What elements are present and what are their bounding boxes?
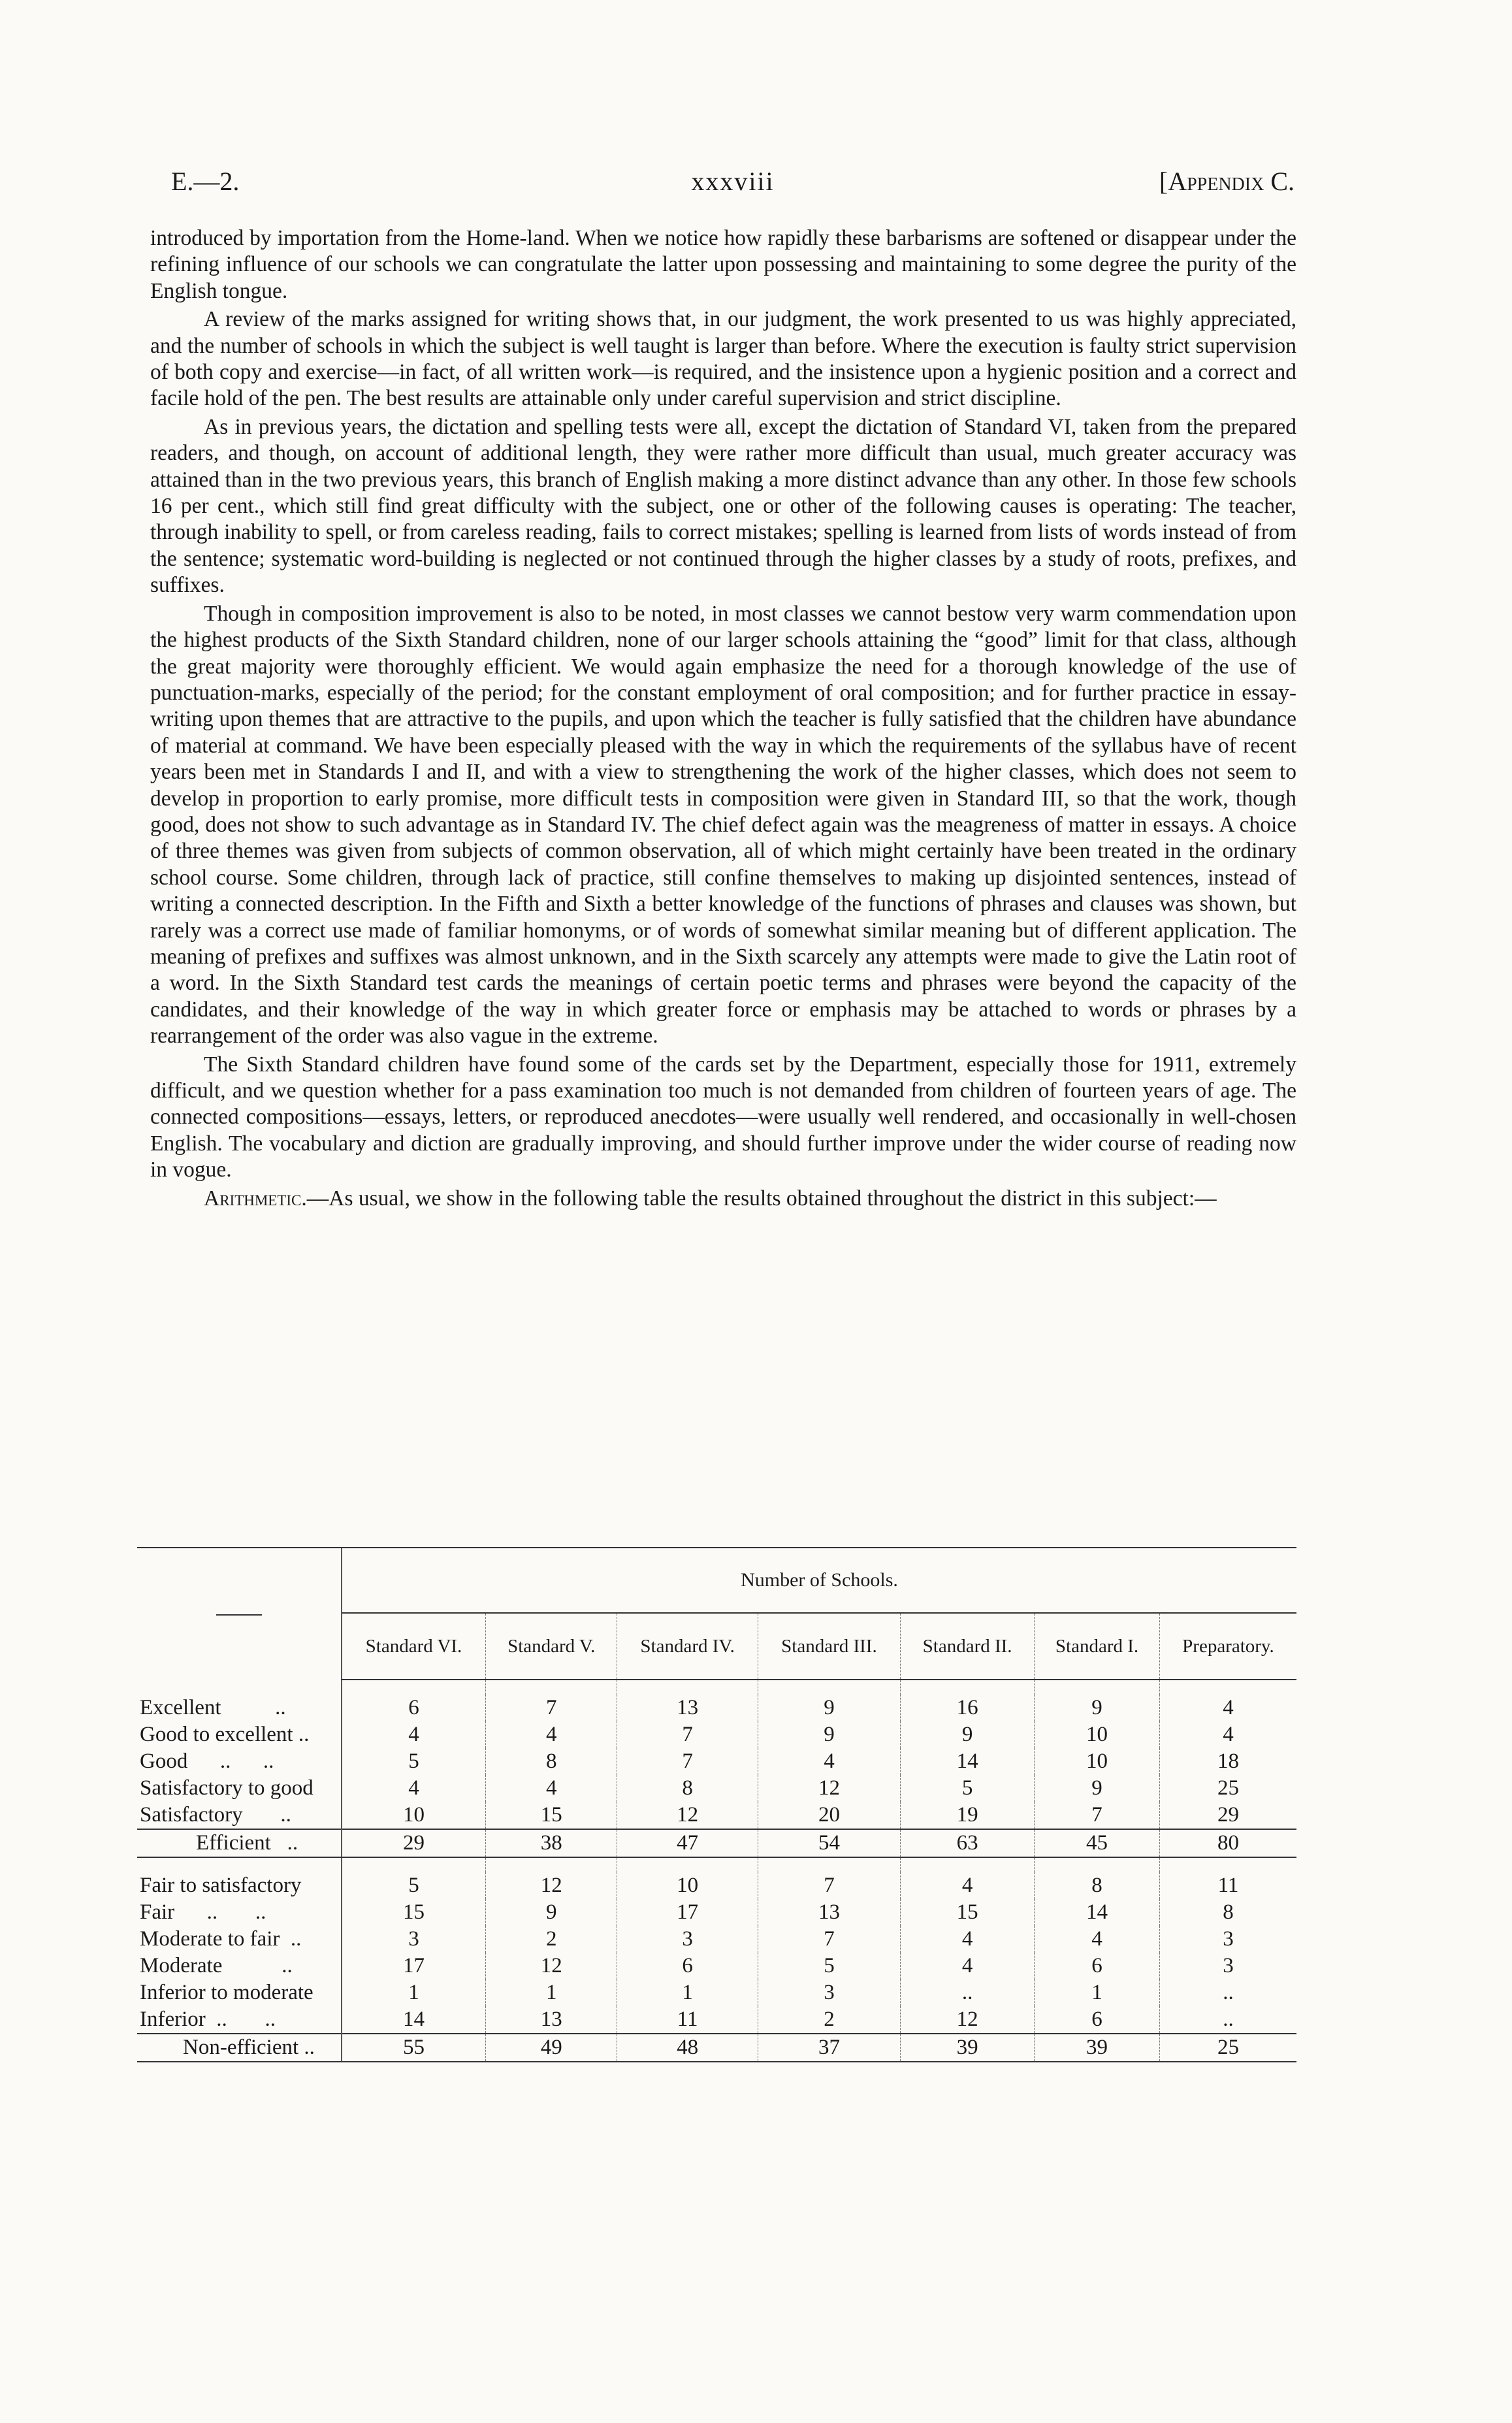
table-cell: 4 xyxy=(485,1775,617,1802)
table-cell: 14 xyxy=(1035,1899,1160,1926)
row-label: Efficient .. xyxy=(137,1829,342,1857)
table-cell: 17 xyxy=(342,1953,485,1979)
spacer-row xyxy=(137,1857,1296,1872)
spacer-cell xyxy=(342,1680,485,1695)
row-label: Excellent .. xyxy=(140,1696,286,1719)
header-page-number: xxxviii xyxy=(691,167,775,196)
table-cell: 16 xyxy=(901,1695,1035,1721)
group-header: Number of Schools. xyxy=(342,1548,1296,1613)
table-cell: 1 xyxy=(1035,1979,1160,2006)
table-row xyxy=(137,1979,1296,2006)
header-reference: E.—2. xyxy=(171,167,240,196)
table-row xyxy=(137,1899,1296,1926)
paragraph-arithmetic xyxy=(150,1186,1296,1212)
row-label: Satisfactory to good xyxy=(140,1776,314,1800)
table-cell: 63 xyxy=(901,1829,1035,1857)
table-cell: 13 xyxy=(758,1899,900,1926)
table-cell: 2 xyxy=(758,2006,900,2034)
column-header-1: Standard V. xyxy=(485,1613,617,1680)
row-label: Inferior .. .. xyxy=(140,2008,276,2031)
arithmetic-heading: Arithmetic. xyxy=(204,1186,307,1211)
table-cell: 47 xyxy=(617,1829,758,1857)
table-cell: 10 xyxy=(342,1802,485,1829)
table-cell: 54 xyxy=(758,1829,900,1857)
table-cell: 6 xyxy=(1035,1953,1160,1979)
table-cell: 4 xyxy=(1159,1721,1296,1748)
table-cell: 5 xyxy=(758,1953,900,1979)
table-cell: 55 xyxy=(342,2034,485,2062)
spacer-cell xyxy=(1159,1857,1296,1872)
table-row xyxy=(137,1872,1296,1899)
table-cell: 18 xyxy=(1159,1748,1296,1775)
table-cell: 9 xyxy=(1035,1695,1160,1721)
table-cell: 13 xyxy=(485,2006,617,2034)
table-cell: 9 xyxy=(758,1721,900,1748)
table-cell: 12 xyxy=(485,1872,617,1899)
spacer-cell xyxy=(137,1680,342,1695)
table-cell: 10 xyxy=(617,1872,758,1899)
table-cell: 4 xyxy=(901,1872,1035,1899)
table-cell: .. xyxy=(901,1979,1035,2006)
spacer-cell xyxy=(1159,1680,1296,1695)
table-cell: 4 xyxy=(342,1775,485,1802)
table-cell: 14 xyxy=(342,2006,485,2034)
table-cell: 7 xyxy=(617,1721,758,1748)
row-label: Fair .. .. xyxy=(140,1900,266,1924)
row-label: Moderate .. xyxy=(140,1954,293,1977)
table-cell: 17 xyxy=(617,1899,758,1926)
table-cell: 3 xyxy=(1159,1953,1296,1979)
table-cell: 29 xyxy=(342,1829,485,1857)
table-cell: 10 xyxy=(1035,1721,1160,1748)
table-cell: 4 xyxy=(1035,1926,1160,1953)
paragraph-3: As in previous years, the dictation and spelling tests were all, except the dictation of Standard VI, taken from the prepared readers, and though, on account of additional length, they were rather more difficult than usual, much greater accuracy was attained than in the two previous years, this branch of English making a more distinct advance than any other. In those few schools 16 per cent., which still find great difficulty with the subject, one or other of the following causes is operating: The teacher, through inability to spell, or from careless reading, fails to correct mistakes; spelling is learned from lists of words instead of from the sentence; systematic word-building is neglected or not continued through the higher classes by a study of roots, prefixes, and suffixes. xyxy=(150,414,1296,598)
table-cell: 3 xyxy=(342,1926,485,1953)
table-cell: 13 xyxy=(617,1695,758,1721)
table-cell: 12 xyxy=(485,1953,617,1979)
table-cell: 5 xyxy=(901,1775,1035,1802)
table-cell: 15 xyxy=(901,1899,1035,1926)
spacer-cell xyxy=(485,1857,617,1872)
row-label: Good to excellent .. xyxy=(140,1723,310,1746)
table-body xyxy=(137,1680,1296,2062)
table-cell: 8 xyxy=(485,1748,617,1775)
arithmetic-results-table xyxy=(137,1547,1296,2062)
table-cell: 45 xyxy=(1035,1829,1160,1857)
table-cell: 4 xyxy=(342,1721,485,1748)
table-row xyxy=(137,1953,1296,1979)
table-cell: 4 xyxy=(485,1721,617,1748)
table-cell: 6 xyxy=(617,1953,758,1979)
column-header-3: Standard III. xyxy=(758,1613,900,1680)
column-header-4: Standard II. xyxy=(901,1613,1035,1680)
table-row xyxy=(137,1721,1296,1748)
table-cell: 1 xyxy=(617,1979,758,2006)
table-cell: 4 xyxy=(758,1748,900,1775)
column-header-2: Standard IV. xyxy=(617,1613,758,1680)
row-label: Non-efficient .. xyxy=(137,2034,342,2062)
table-cell: 15 xyxy=(342,1899,485,1926)
page-header xyxy=(171,162,1295,201)
table-cell: 80 xyxy=(1159,1829,1296,1857)
table-cell: .. xyxy=(1159,2006,1296,2034)
spacer-cell xyxy=(137,1857,342,1872)
table-cell: 19 xyxy=(901,1802,1035,1829)
table-cell: 49 xyxy=(485,2034,617,2062)
table-cell: 38 xyxy=(485,1829,617,1857)
table-row xyxy=(137,1748,1296,1775)
table-cell: 25 xyxy=(1159,2034,1296,2062)
row-label: Inferior to moderate xyxy=(140,1981,314,2004)
spacer-cell xyxy=(617,1857,758,1872)
row-label: Good .. .. xyxy=(140,1749,274,1773)
table-cell: 37 xyxy=(758,2034,900,2062)
table-cell: 6 xyxy=(1035,2006,1160,2034)
table-cell: 20 xyxy=(758,1802,900,1829)
stub-header xyxy=(137,1548,342,1680)
column-header-0: Standard VI. xyxy=(342,1613,485,1680)
row-label: Fair to satisfactory xyxy=(140,1874,302,1897)
table-cell: 15 xyxy=(485,1802,617,1829)
body-text xyxy=(150,225,1296,1214)
nonefficient-total-row xyxy=(137,2034,1296,2062)
table-cell: 9 xyxy=(901,1721,1035,1748)
row-label: Moderate to fair .. xyxy=(140,1927,302,1951)
spacer-cell xyxy=(617,1680,758,1695)
table-cell: 14 xyxy=(901,1748,1035,1775)
spacer-cell xyxy=(1035,1680,1160,1695)
spacer-cell xyxy=(901,1857,1035,1872)
table-cell: 4 xyxy=(901,1953,1035,1979)
table-cell: 12 xyxy=(617,1802,758,1829)
table-cell: 4 xyxy=(1159,1695,1296,1721)
table-cell: 39 xyxy=(1035,2034,1160,2062)
table-cell: 5 xyxy=(342,1872,485,1899)
table-cell: 9 xyxy=(758,1695,900,1721)
table-cell: 9 xyxy=(485,1899,617,1926)
spacer-cell xyxy=(901,1680,1035,1695)
spacer-cell xyxy=(758,1857,900,1872)
paragraph-2: A review of the marks assigned for writing shows that, in our judgment, the work presented to us was highly appreciated, and the number of schools in which the subject is well taught is larger than before. Where the execution is faulty strict supervision of both copy and exercise—in fact, of all written work—is required, and the insistence upon a hygienic position and a correct and facile hold of the pen. The best results are attainable only under careful supervision and strict discipline. xyxy=(150,307,1296,411)
table-cell: 11 xyxy=(1159,1872,1296,1899)
table-cell: 7 xyxy=(485,1695,617,1721)
spacer-cell xyxy=(758,1680,900,1695)
table-cell: 29 xyxy=(1159,1802,1296,1829)
spacer-cell xyxy=(342,1857,485,1872)
spacer-cell xyxy=(485,1680,617,1695)
table-row xyxy=(137,2006,1296,2034)
table-row xyxy=(137,1775,1296,1802)
table-cell: 9 xyxy=(1035,1775,1160,1802)
table-row xyxy=(137,1695,1296,1721)
table-cell: .. xyxy=(1159,1979,1296,2006)
table-cell: 48 xyxy=(617,2034,758,2062)
spacer-row xyxy=(137,1680,1296,1695)
table-cell: 3 xyxy=(758,1979,900,2006)
table-cell: 8 xyxy=(617,1775,758,1802)
table-cell: 12 xyxy=(901,2006,1035,2034)
column-header-6: Preparatory. xyxy=(1159,1613,1296,1680)
table-cell: 7 xyxy=(758,1926,900,1953)
table-cell: 8 xyxy=(1159,1899,1296,1926)
paragraph-4: Though in composition improvement is also to be noted, in most classes we cannot bestow very warm commendation upon the highest products of the Sixth Standard children, none of our larger schools attaining the “good” limit for that class, although the great majority were thoroughly efficient. We would again emphasize the need for a thorough knowledge of the use of punctuation-marks, especially of the period; for the constant employment of oral composition; and for further practice in essay-writing upon themes that are attractive to the pupils, and upon which the teacher is fully satisfied that the children have abundance of material at command. We have been especially pleased with the way in which the requirements of the syllabus have of recent years been met in Standards I and II, and with a view to strengthening the work of the higher classes, which does not seem to develop in proportion to early promise, more difficult tests in composition were given in Standard III, so that the work, though good, does not show to such advantage as in Standard IV. The chief defect again was the meagreness of matter in essays. A choice of three themes was given from subjects of common observation, all of which might certainly have been treated in the ordinary school course. Some children, through lack of practice, still confine themselves to making up disjointed sentences, instead of writing a connected description. In the Fifth and Sixth a better knowledge of the functions of phrases and clauses was shown, but rarely was a correct use made of familiar homonyms, or of words of somewhat similar meaning but of different application. The meaning of prefixes and suffixes was almost unknown, and in the Sixth scarcely any attempts were made to give the Latin root of a word. In the Sixth Standard test cards the meanings of certain poetic terms and phrases were beyond the capacity of the candidates, and their knowledge of the way in which greater force or emphasis may be attached to words or phrases by a rearrangement of the order was also vague in the extreme. xyxy=(150,601,1296,1049)
table-cell: 7 xyxy=(1035,1802,1160,1829)
efficient-total-row xyxy=(137,1829,1296,1857)
column-header-5: Standard I. xyxy=(1035,1613,1160,1680)
table-cell: 1 xyxy=(342,1979,485,2006)
table-row xyxy=(137,1926,1296,1953)
table-cell: 11 xyxy=(617,2006,758,2034)
row-label: Satisfactory .. xyxy=(140,1803,291,1827)
table-cell: 8 xyxy=(1035,1872,1160,1899)
arithmetic-text: —As usual, we show in the following table the results obtained throughout the district in this subject:— xyxy=(306,1186,1217,1211)
table-cell: 1 xyxy=(485,1979,617,2006)
table-cell: 3 xyxy=(1159,1926,1296,1953)
table-cell: 39 xyxy=(901,2034,1035,2062)
paragraph-5: The Sixth Standard children have found some of the cards set by the Department, especially those for 1911, extremely difficult, and we question whether for a pass examination too much is not demanded from children of fourteen years of age. The connected compositions—essays, letters, or reproduced anecdotes—were usually well rendered, and occasionally in well-chosen English. The vocabulary and diction are gradually improving, and should further improve under the wider course of reading now in vogue. xyxy=(150,1052,1296,1182)
table-cell: 7 xyxy=(758,1872,900,1899)
table-cell: 6 xyxy=(342,1695,485,1721)
table-cell: 2 xyxy=(485,1926,617,1953)
table-cell: 12 xyxy=(758,1775,900,1802)
table-cell: 3 xyxy=(617,1926,758,1953)
paragraph-1: introduced by importation from the Home-land. When we notice how rapidly these barbarisms are softened or disappear under the refining influence of our schools we can congratulate the latter upon possessing and maintaining to some degree the purity of the English tongue. xyxy=(150,226,1296,303)
header-appendix: [Appendix C. xyxy=(1159,167,1295,196)
table-cell: 25 xyxy=(1159,1775,1296,1802)
table-row xyxy=(137,1802,1296,1829)
table-cell: 5 xyxy=(342,1748,485,1775)
table-cell: 7 xyxy=(617,1748,758,1775)
spacer-cell xyxy=(1035,1857,1160,1872)
table-cell: 4 xyxy=(901,1926,1035,1953)
table-cell: 10 xyxy=(1035,1748,1160,1775)
stub-dash xyxy=(216,1614,262,1616)
